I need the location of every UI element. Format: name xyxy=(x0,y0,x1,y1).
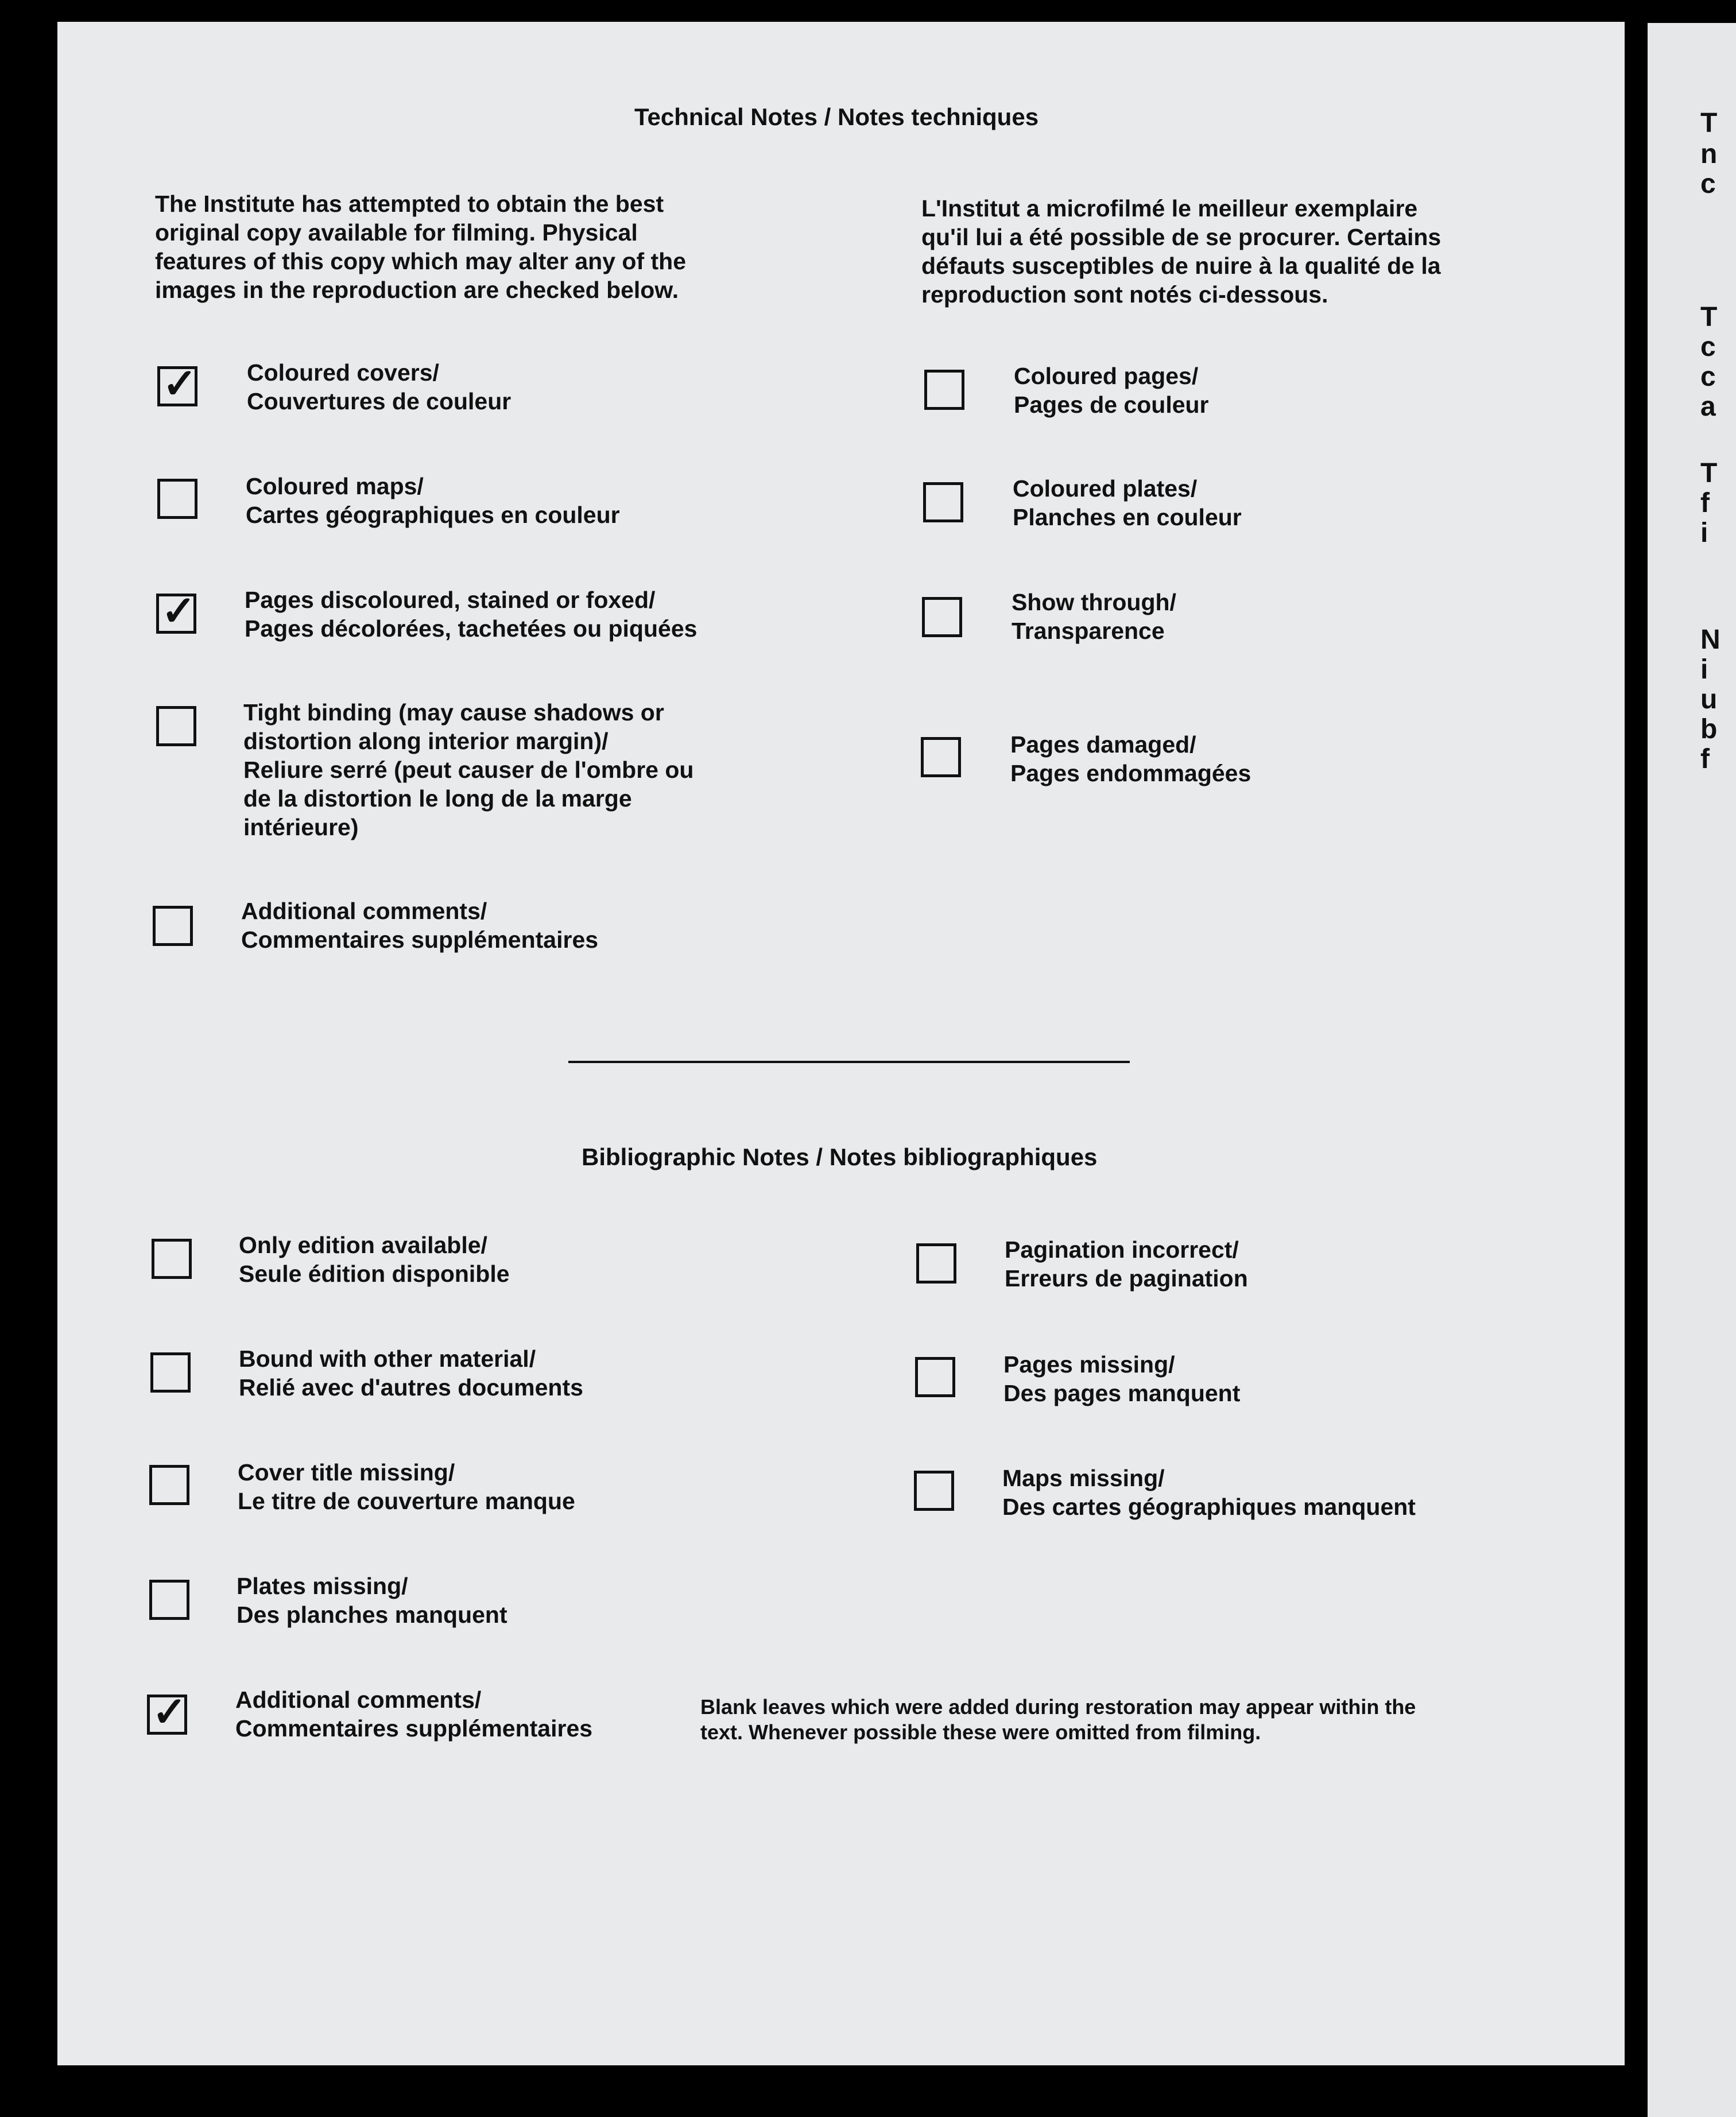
edge-letter: i xyxy=(1700,654,1708,685)
checkbox-tight-binding[interactable] xyxy=(156,706,196,746)
checkbox-bound-with[interactable] xyxy=(150,1352,191,1393)
adjacent-page-edge xyxy=(1648,23,1736,2117)
checkmark-icon: ✓ xyxy=(152,1689,187,1735)
edge-letter: T xyxy=(1700,302,1718,332)
checkbox-pages-damaged[interactable] xyxy=(921,737,961,777)
checkbox-additional-comments-technical[interactable] xyxy=(153,906,193,946)
label-additional-comments-technical: Additional comments/ Commentaires supplémentaires xyxy=(241,898,599,953)
edge-letter: n xyxy=(1700,139,1718,169)
edge-letter: u xyxy=(1700,684,1718,715)
label-pages-discoloured: Pages discoloured, stained or foxed/ Pages décolorées, tachetées ou piquées xyxy=(245,587,698,642)
label-coloured-maps: Coloured maps/ Cartes géographiques en couleur xyxy=(246,473,620,528)
checkbox-maps-missing[interactable] xyxy=(914,1471,954,1511)
document-page xyxy=(57,22,1625,2065)
checkbox-show-through[interactable] xyxy=(922,597,962,637)
checkbox-pages-missing[interactable] xyxy=(915,1357,955,1397)
checkmark-icon: ✓ xyxy=(162,361,197,407)
edge-letter: f xyxy=(1700,744,1710,774)
label-maps-missing: Maps missing/ Des cartes géographiques manquent xyxy=(1002,1465,1416,1520)
bibliographic-notes-heading: Bibliographic Notes / Notes bibliographiques xyxy=(582,1143,1098,1170)
label-coloured-covers: Coloured covers/ Couvertures de couleur xyxy=(247,359,512,414)
label-pages-missing: Pages missing/ Des pages manquent xyxy=(1003,1351,1241,1406)
checkbox-coloured-covers[interactable] xyxy=(157,361,197,407)
section-divider xyxy=(568,1061,1130,1063)
restoration-comment: Blank leaves which were added during restoration may appear within the text. Whenever possible these were omitted from filming. xyxy=(700,1695,1416,1744)
label-pages-damaged: Pages damaged/ Pages endommagées xyxy=(1010,731,1251,786)
intro-english: The Institute has attempted to obtain the best original copy available for filming. Physical features of this copy which may alter any of the images in the reproduction are checked below. xyxy=(155,191,687,303)
checkbox-plates-missing[interactable] xyxy=(149,1580,189,1620)
label-show-through: Show through/ Transparence xyxy=(1012,589,1176,644)
label-coloured-pages: Coloured pages/ Pages de couleur xyxy=(1014,363,1209,418)
edge-letter: i xyxy=(1700,518,1708,548)
edge-letter: T xyxy=(1700,108,1718,138)
edge-letter: T xyxy=(1700,458,1718,488)
edge-letter: f xyxy=(1700,488,1710,518)
label-plates-missing: Plates missing/ Des planches manquent xyxy=(237,1573,507,1628)
checkbox-only-edition[interactable] xyxy=(152,1239,192,1279)
technical-notes-heading: Technical Notes / Notes techniques xyxy=(634,103,1039,130)
edge-letter: c xyxy=(1700,169,1716,199)
label-cover-title-missing: Cover title missing/ Le titre de couverture manque xyxy=(238,1459,575,1514)
checkbox-pages-discoloured[interactable] xyxy=(156,588,196,634)
checkbox-pagination-incorrect[interactable] xyxy=(916,1243,956,1284)
checkmark-icon: ✓ xyxy=(161,588,196,634)
edge-letter: b xyxy=(1700,714,1718,745)
checkbox-cover-title-missing[interactable] xyxy=(149,1465,189,1505)
checkbox-coloured-plates[interactable] xyxy=(923,482,963,522)
intro-french: L'Institut a microfilmé le meilleur exemplaire qu'il lui a été possible de se procurer. Certains défauts susceptibles de nuire à la qualité de la reproduction sont notés ci-dessous. xyxy=(921,195,1442,308)
label-pagination-incorrect: Pagination incorrect/ Erreurs de pagination xyxy=(1005,1236,1248,1292)
edge-letter: c xyxy=(1700,362,1716,392)
edge-letter: N xyxy=(1700,625,1720,655)
label-tight-binding: Tight binding (may cause shadows or distortion along interior margin)/ Reliure serré (peut causer de l'ombre ou de la distortion le long de la marge intérieure) xyxy=(243,699,694,840)
label-only-edition: Only edition available/ Seule édition disponible xyxy=(239,1232,510,1287)
edge-letter: c xyxy=(1700,332,1716,362)
checkbox-additional-comments-bibliographic[interactable] xyxy=(147,1689,187,1735)
edge-letter: a xyxy=(1700,391,1716,422)
checkbox-coloured-pages[interactable] xyxy=(924,370,964,410)
label-coloured-plates: Coloured plates/ Planches en couleur xyxy=(1013,475,1242,530)
label-bound-with: Bound with other material/ Relié avec d'autres documents xyxy=(239,1346,583,1401)
label-additional-comments-bibliographic: Additional comments/ Commentaires supplémentaires xyxy=(235,1686,593,1742)
checkbox-coloured-maps[interactable] xyxy=(157,479,197,519)
